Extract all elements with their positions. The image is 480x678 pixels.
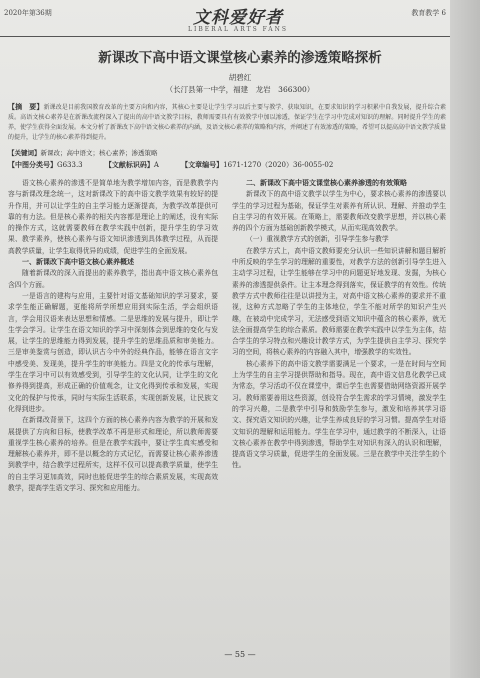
keywords-label: 【关键词】 bbox=[8, 149, 41, 157]
article-no-label: 【文章编号】 bbox=[181, 160, 224, 169]
paragraph: 一是语言的建构与应用，主要针对语文基础知识的学习要求，要求学生能正确解题，更能将所学所想应用到实际生活，学会组织语言，学会用汉语来表达思想和情感。二是思维的发展与提升，即让学生学会学习。让学生在语文知识的学习中深刻体会到思维的变化与发展，让学生的思维能力得到发展，提升学生的思维品质和审美能力。三是审美鉴赏与创造，即认识古今中外的经典作品，能够在语言文字中感受美、发现美，提升学生的审美能力。四是文化的传承与理解，学生在学习中可以有效感受到，引导学生的文化认同，让学生的文化修养得到提高，形成正确的价值观念，让文化得到传承和发展，实现文化的保护与传承，同时与实际生活联系，实现创新发展，让民族文化得到进步。 bbox=[8, 291, 218, 413]
paragraph: 核心素养下的高中语文教学需要满足一个要求，一是在时间与空间上为学生的自主学习提供帮助和指导。现在，高中语文信息化教学已成为常态，学习活动不仅在课堂中，课后学生也需要借助网络资源开展学习。教师需要善用这些资源，创设符合学生需求的学习情境，激发学生的学习兴趣，二是教学中引导和鼓励学生参与，激发和培养其学习语文、探究语文知识的兴趣，让学生养成良好的学习习惯。提高学生对语文知识的理解和运用能力。学生在学习中，通过教学的不断深入，让语文核心素养在教学中得到渗透，帮助学生对知识有深入的认识和理解，提高语文学习质量，促进学生的全面发展。三是在教学中关注学生的个性。 bbox=[232, 359, 446, 470]
paragraph: 新课改下的高中语文教学以学生为中心，要求核心素养的渗透要以学生的学习过程为基础，保证学生对素养有所认识、理解、并推动学生自主学习的有效开展。在策略上，需要教师改变教学思想，并以核心素养的四个方面为基础创新教学模式，从而实现高效教学。 bbox=[232, 190, 446, 233]
abstract-label: 【摘 要】 bbox=[8, 102, 44, 111]
section-label: 教育教学 6 bbox=[411, 9, 446, 17]
paragraph: 在新课改背景下，这四个方面的核心素养内容为教学的开展和发展提供了方向和目标，使教学改革不再是形式和理论，所以教师需要重视学生核心素养的培养。但是在教学实践中，要让学生真实感受和理解核心素养并，即不是以概念的方式记忆，而需要让核心素养渗透到教学中，结合教学过程所实，这样不仅可以提高教学质量，使学生的自主学习更加高效，同时也能促进学生的综合素质发展，实现高效教学，提高学生语文学习、探究和应用能力。 bbox=[8, 416, 218, 493]
doc-code-field bbox=[105, 161, 169, 169]
doc-code-label: 【文献标识码】 bbox=[104, 160, 154, 169]
article-no-field bbox=[181, 161, 343, 169]
right-column bbox=[232, 178, 446, 472]
subsection-heading: （一）重视教学方式的创新，引导学生参与教学 bbox=[246, 235, 389, 244]
keywords-text: 新课改；高中语文；核心素养；渗透策略 bbox=[40, 149, 158, 157]
journal-logo-en: LIBERAL ARTS FANS bbox=[188, 26, 288, 33]
clc-field bbox=[8, 161, 93, 169]
intro-paragraph: 语文核心素养的渗透不是简单地为教学增加内容，而是教教学内容与新课改理念统一，这对新课改下的高中语文教学效果有较好的提升作用，并可以让学生的自主学习能力逐渐提高，为教学改革提供可靠的有力法。但是核心素养的相关内容都是理论上的阐述，没有实际的操作方式，这就需要教师在教学实践中创新，提升学生的学习效果、教学素养，使核心素养与语文知识渗透到具体教学过程，从而提高教学质量，让学生取得优异的成绩，促进学生的全面发展。 bbox=[8, 179, 218, 255]
left-column bbox=[8, 178, 218, 494]
section-heading-2: 二、新课改下高中语文课堂核心素养渗透的有效策略 bbox=[246, 179, 407, 187]
paragraph: 随着新课改的深入而提出的素养教学，指出高中语文核心素养包含四个方面。 bbox=[8, 269, 218, 289]
clc-value: G633.3 bbox=[57, 161, 83, 169]
header-divider bbox=[0, 36, 450, 37]
journal-logo-cn: 文科爱好者 bbox=[193, 8, 283, 28]
article-title: 新课改下高中语文课堂核心素养的渗透策略探析 bbox=[98, 50, 382, 66]
journal-logo bbox=[168, 3, 308, 33]
paragraph: 在教学方式上，高中语文教师要充分认识一些知识讲解和题目解析中所反映的学生学习的理解的重要性，对教学方法的创新引导学生进入主动学习过程，让学生能够在学习中的问题更好地发现、发掘，为核心素养的渗透提供条件。让主本理念得到落实，保证教学的有效性。传统教学方式中教师往往是以讲授为主，对高中语文核心素养的要求并不重视，这种方式忽略了学生的主体地位，学生不能对所学的知识产生兴趣，在被动中完成学习，无法感受到语文知识中蕴含的核心素养，就无法全面提高学生的综合素质。教师需要在教学实践中以学生为主体，结合学生的学习特点和兴趣设计教学方式，为学生提供自主学习、探究学习的空间，将核心素养的内容融入其中，增强教学的实效性。 bbox=[232, 246, 446, 357]
article-no-value: 1671-1270（2020）36-0055-02 bbox=[223, 161, 334, 169]
doc-code-value: A bbox=[153, 161, 159, 169]
abstract-text: 新课改是目前我国教育改革的主要方向和内容，其核心主要是让学生学习以后主要与教学、获取知识，在要求知识的学习积累中自我发展，提升综合素质。高语文核心素养是在新课改流程深入了提出的高中语文教学目标，教师需要具有有效教学中加以渗透，保证学生在学习中完成对知识的理解。同时提升学生的素养，使学生获得全面发展。本文分析了新课改下高中语文核心素养的内涵，及语文核心素养的策略和内容，并阐述了有效渗透的策略，希望可以提高高中语文教学质量的提升，让学生的核心素养得到提升。 bbox=[8, 104, 447, 141]
page-edge-shadow bbox=[450, 0, 480, 678]
classification-line bbox=[8, 160, 446, 170]
abstract-block bbox=[8, 102, 446, 143]
article-author: 胡碧红 bbox=[228, 73, 252, 82]
issue-label: 2020年第36期 bbox=[4, 9, 52, 17]
article-affiliation: （长汀县第一中学，福建 龙岩 366300） bbox=[165, 85, 315, 94]
page-number: — 55 — bbox=[224, 650, 256, 659]
clc-label: 【中图分类号】 bbox=[8, 160, 57, 169]
keywords-line bbox=[8, 148, 446, 157]
section-heading-1: 一、新课改下高中语文核心素养概述 bbox=[22, 258, 134, 267]
